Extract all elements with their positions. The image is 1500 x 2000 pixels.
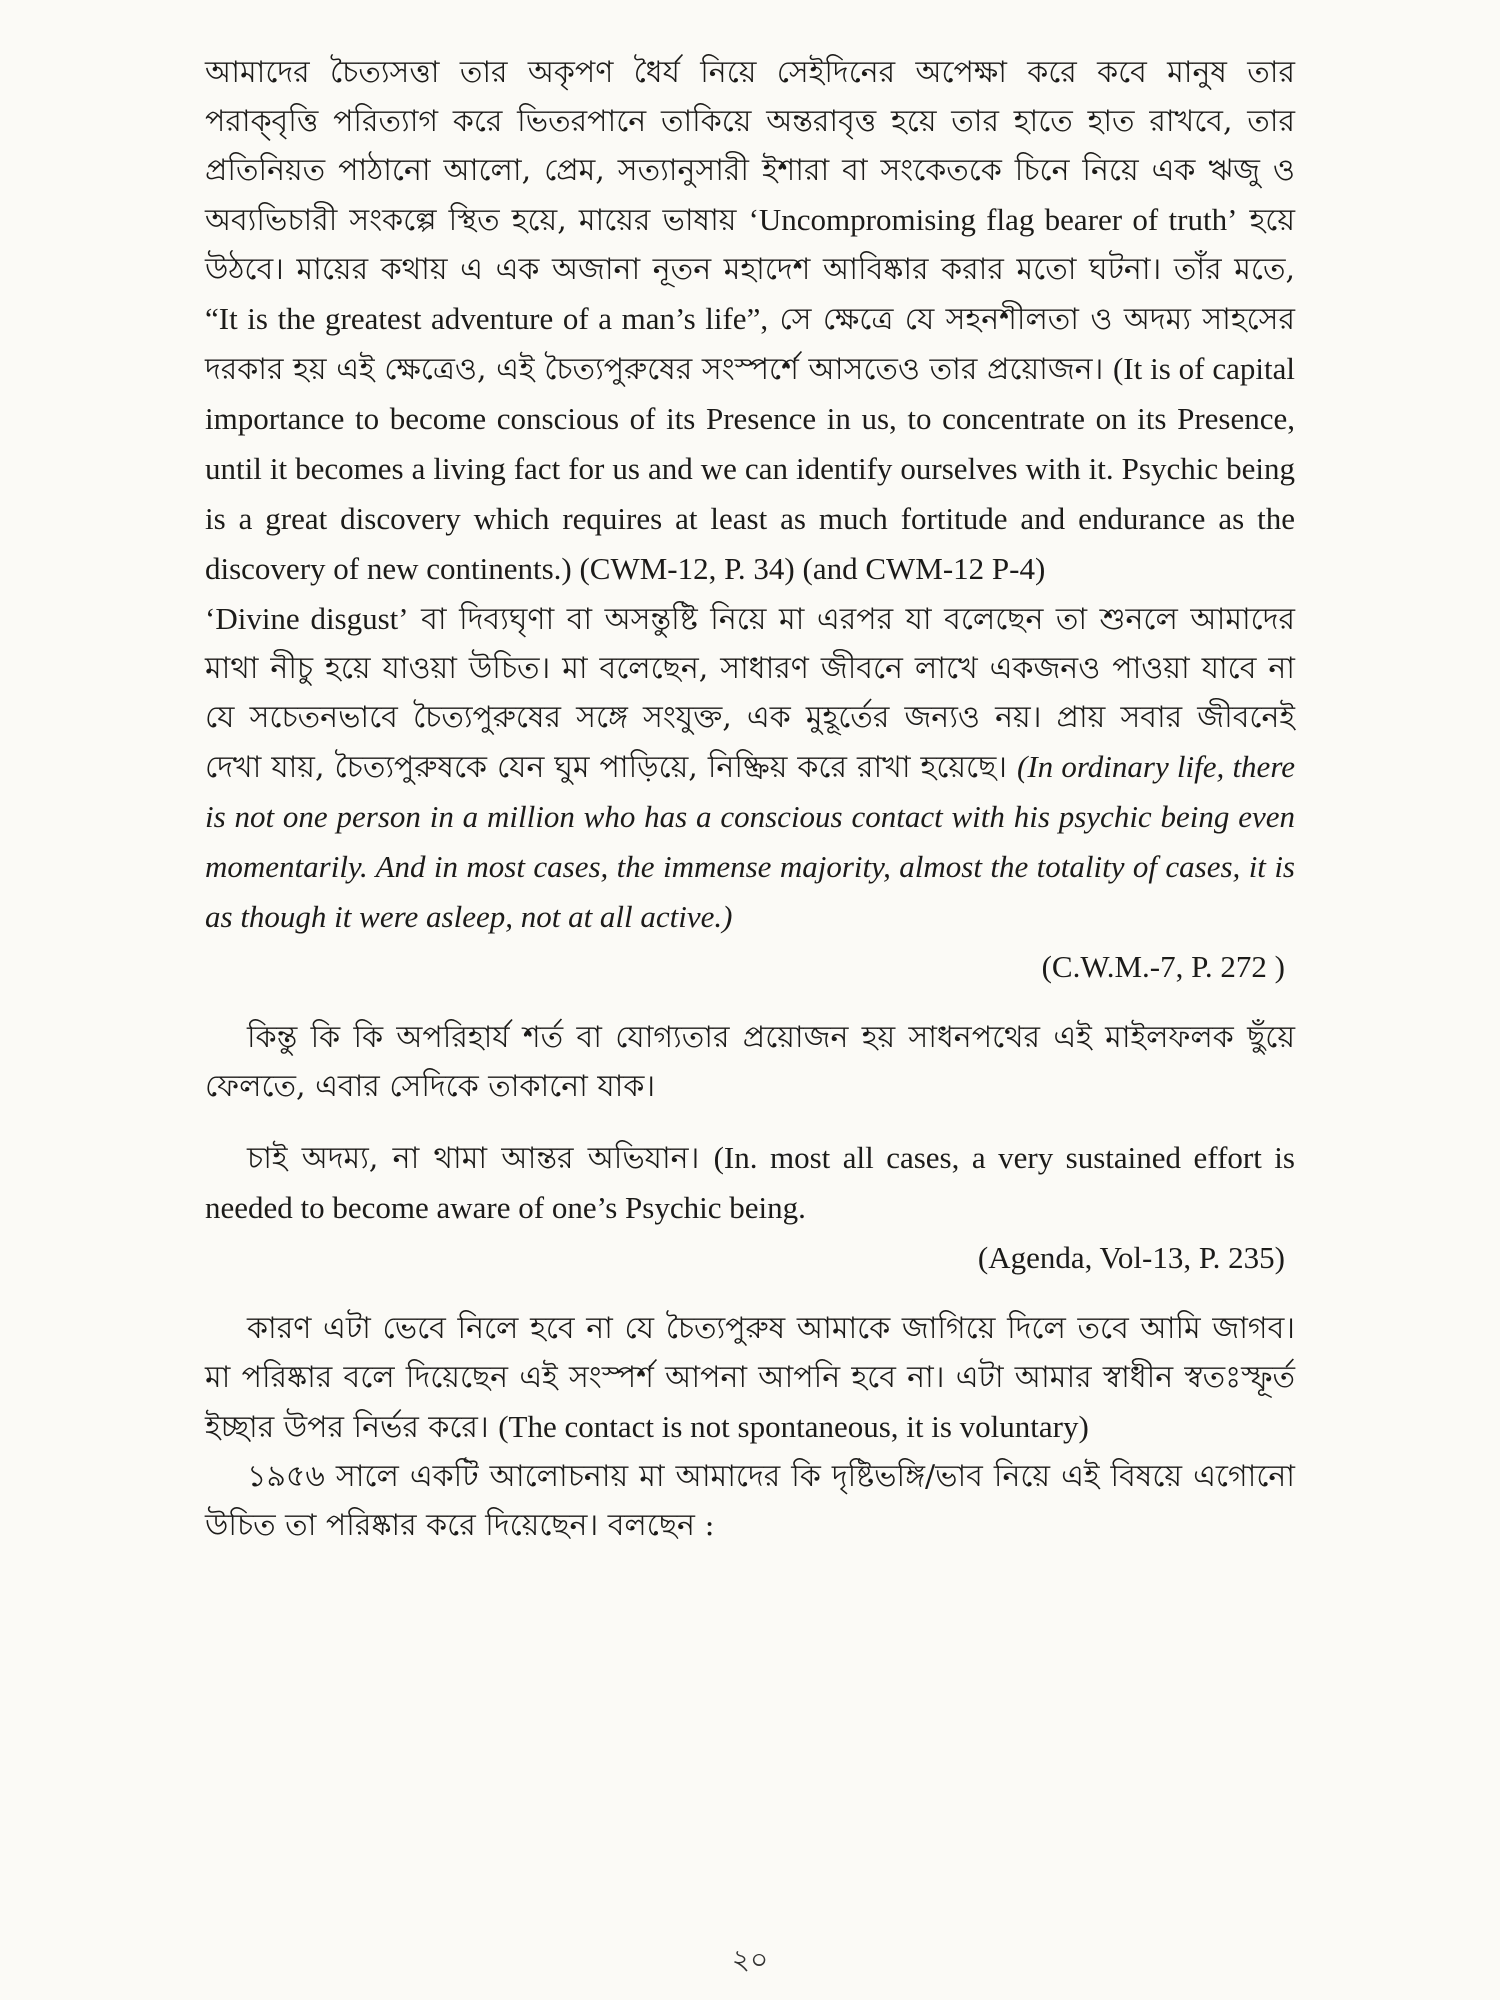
- paragraph-5-bengali-1: কারণ এটা ভেবে নিলে হবে না যে চৈত্যপুরুষ আমাকে জাগিয়ে দিলে তবে আমি জাগব। মা পরিষ্কার বলে দিয়েছেন এই সংস্পর্শ আপনা আপনি হবে না। এটা আমার স্বাধীন স্বতঃস্ফূর্ত ইচ্ছার উপর নির্ভর করে।: [205, 1311, 1295, 1445]
- paragraph-5-english-quote: (The contact is not spontaneous, it is voluntary): [498, 1409, 1089, 1444]
- spacer: [205, 1282, 1295, 1304]
- spacer: [205, 991, 1295, 1013]
- paragraph-6-bengali-1: ১৯৫৬ সালে একটি আলোচনায় মা আমাদের কি দৃষ্টিভঙ্গি/ভাব নিয়ে এই বিষয়ে এগোনো উচিত তা পরিষ্কার করে দিয়েছেন। বলছেন :: [205, 1459, 1295, 1543]
- paragraph-1-english-quote-2: “It is the greatest adventure of a man’s life”,: [205, 301, 769, 336]
- paragraph-3: [205, 1013, 1295, 1111]
- paragraph-1-english-quote-1: ‘Uncompromising flag bearer of truth’: [748, 202, 1238, 237]
- paragraph-6: [205, 1452, 1295, 1550]
- paragraph-1-english-quote-3: (It is of capital importance to become conscious of its Presence in us, to concentrate on its Presence, until it becomes a living fact for us and we can identify ourselves with it. Psychic being is a great discovery which requires at least as much fortitude and endurance as the discovery of new continents.) (CWM-12, P. 34) (and CWM-12 P-4): [205, 351, 1295, 586]
- paragraph-2-citation: (C.W.M.-7, P. 272 ): [1041, 949, 1285, 984]
- paragraph-4-citation: (Agenda, Vol-13, P. 235): [977, 1240, 1285, 1275]
- paragraph-2-bengali-1: বা দিব্যঘৃণা বা অসন্তুষ্টি নিয়ে মা এরপর যা বলেছেন তা শুনলে আমাদের মাথা নীচু হয়ে যাওয়া উচিত। মা বলেছেন, সাধারণ জীবনে লাখে একজনও পাওয়া যাবে না যে সচেতনভাবে চৈত্যপুরুষের সঙ্গে সংযুক্ত, এক মুহূর্তের জন্যও নয়। প্রায় সবার জীবনেই দেখা যায়, চৈত্যপুরুষকে যেন ঘুম পাড়িয়ে, নিষ্ক্রিয় করে রাখা হয়েছে।: [205, 602, 1296, 785]
- paragraph-2-italic-quote: (In ordinary life, there is not one person in a million who has a conscious contact with his psychic being even momentarily. And in most cases, the immense majority, almost the totality of cases, it is as though it were asleep, not at all active.): [205, 749, 1295, 934]
- paragraph-2-english-phrase: ‘Divine disgust’: [205, 601, 409, 636]
- paragraph-5: [205, 1304, 1295, 1452]
- page-number: ২০: [731, 1943, 769, 1976]
- paragraph-3-bengali-1: কিন্তু কি কি অপরিহার্য শর্ত বা যোগ্যতার প্রয়োজন হয় সাধনপথের এই মাইলফলক ছুঁয়ে ফেলতে, এবার সেদিকে তাকানো যাক।: [205, 1020, 1295, 1104]
- spacer: [205, 1111, 1295, 1133]
- paragraph-1-bengali-2: হয়ে উঠবে। মায়ের কথায় এ এক অজানা নূতন মহাদেশ আবিষ্কার করার মতো ঘটনা। তাঁর মতে,: [205, 203, 1296, 287]
- paragraph-4-english-quote: (In. most all cases, a very sustained effort is needed to become aware of one’s Psychic being.: [205, 1140, 1295, 1225]
- paragraph-4-bengali-1: চাই অদম্য, না থামা আন্তর অভিযান।: [247, 1141, 714, 1176]
- paragraph-4: [205, 1133, 1295, 1233]
- paragraph-1-bengali-3: সে ক্ষেত্রে যে সহনশীলতা ও অদম্য সাহসের দরকার হয় এই ক্ষেত্রেও, এই চৈত্যপুরুষের সংস্পর্শে আসতেও তার প্রয়োজন।: [205, 302, 1295, 387]
- paragraph-1-bengali-1: আমাদের চৈত্যসত্তা তার অকৃপণ ধৈর্য নিয়ে সেইদিনের অপেক্ষা করে কবে মানুষ তার পরাক্‌বৃত্তি পরিত্যাগ করে ভিতরপানে তাকিয়ে অন্তরাবৃত্ত হয়ে তার হাতে হাত রাখবে, তার প্রতিনিয়ত পাঠানো আলো, প্রেম, সত্যানুসারী ইশারা বা সংকেতকে চিনে নিয়ে এক ঋজু ও অব্যভিচারী সংকল্পে স্থিত হয়ে, মায়ের ভাষায়: [205, 55, 1295, 238]
- paragraph-2: [205, 594, 1295, 942]
- paragraph-1: [205, 48, 1295, 594]
